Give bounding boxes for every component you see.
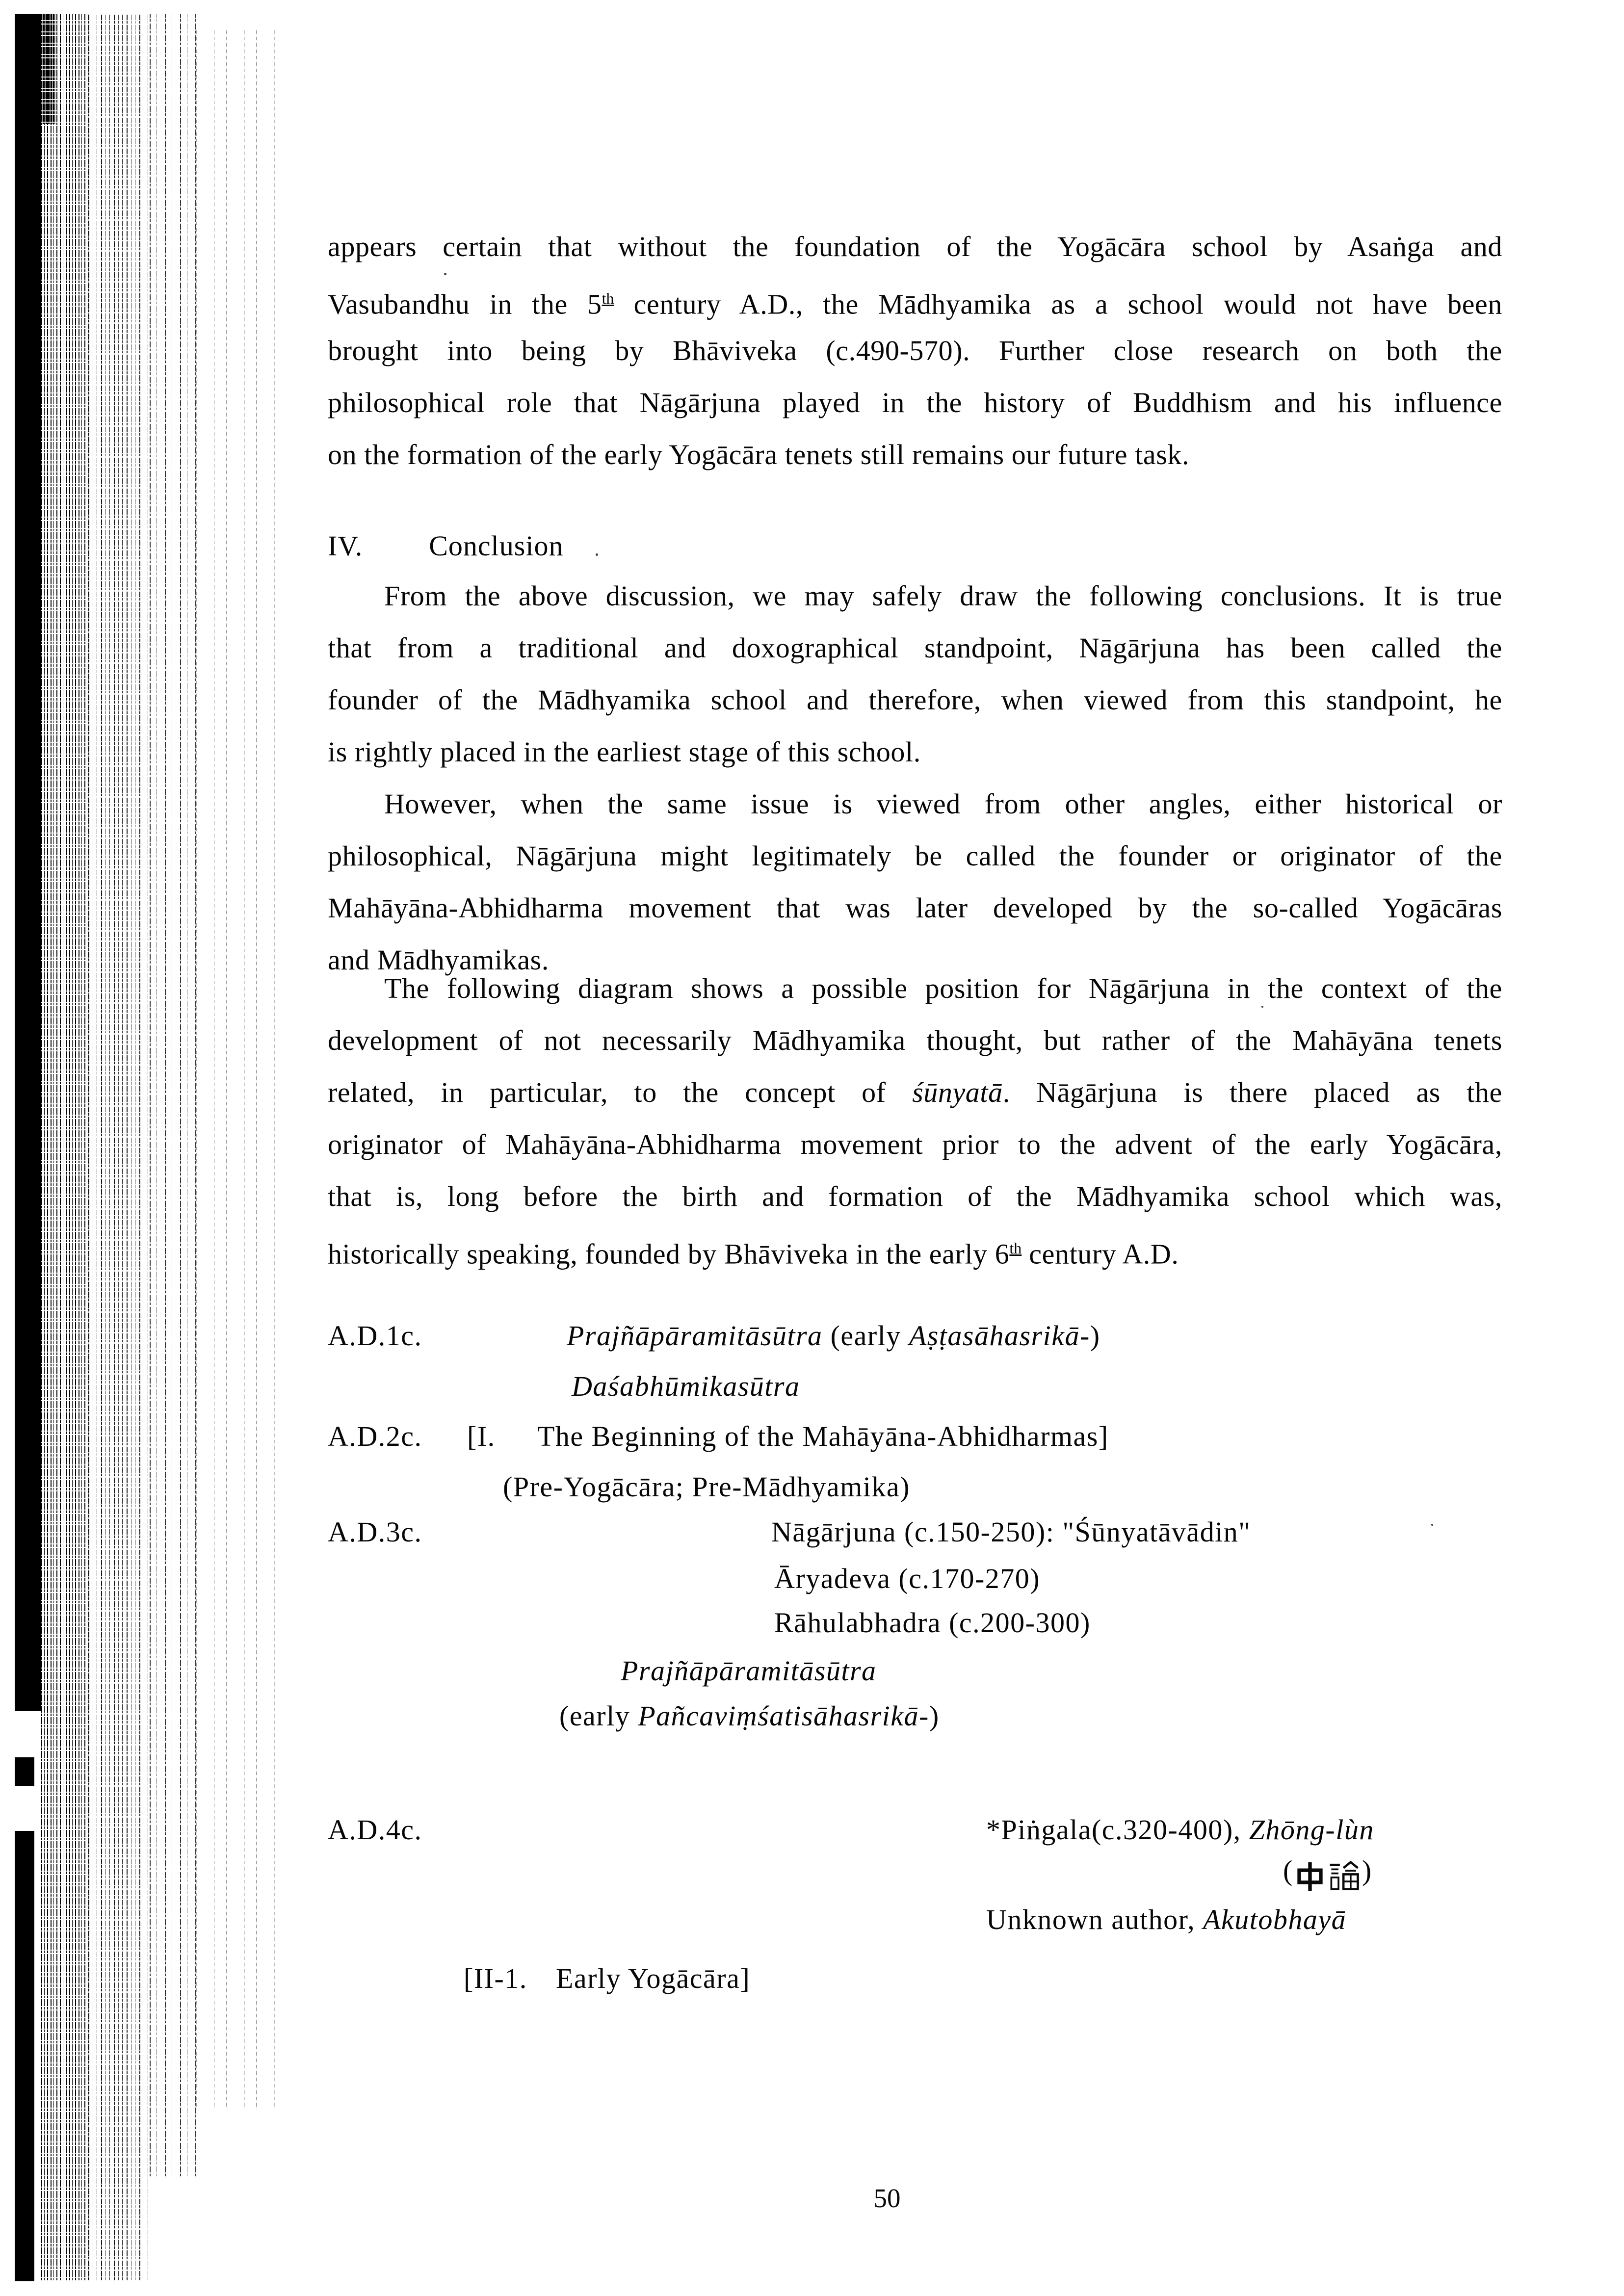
scan-speck	[596, 553, 598, 556]
paragraph-continuation	[328, 221, 1502, 481]
timeline-entry-text: *Piṅgala(c.320-400),	[986, 1814, 1249, 1846]
scan-noise-stripes-sparse	[150, 14, 196, 2178]
zhonglun-hanzi-glyphs	[1293, 1848, 1362, 1900]
page-number-text: 50	[873, 2183, 901, 2213]
paragraph-line-text: and Mādhyamikas.	[328, 944, 549, 976]
timeline-label-text: A.D.3c.	[328, 1516, 422, 1548]
sutra-subtitle-italic: Aṣṭasāhasrikā-	[909, 1320, 1090, 1352]
paragraph-line	[328, 1223, 1502, 1275]
paragraph-line-text: that is, long before the birth and formation of the Mādhyamika school which was,	[328, 1180, 1502, 1212]
paragraph-line	[328, 377, 1502, 429]
sutra-title-italic: Pañcaviṃśatisāhasrikā-	[638, 1700, 929, 1732]
paragraph-line	[328, 882, 1502, 934]
timeline-entry-prajnaparamitasutra-early	[567, 1310, 1100, 1362]
lun-hanzi-glyph	[1328, 1860, 1361, 1893]
paragraph-line-text: . Nāgārjuna is there placed as the	[1002, 1076, 1502, 1108]
timeline-entry-text: Unknown author,	[986, 1904, 1204, 1935]
paragraph-conclusion-1	[328, 570, 1502, 778]
paragraph-line-text: From the above discussion, we may safely draw the following conclusions. It is true	[384, 580, 1502, 612]
paragraph-line-text: The following diagram shows a possible position for Nāgārjuna in the context of the	[384, 972, 1502, 1004]
paragraph-conclusion-2	[328, 778, 1502, 986]
ordinal-superscript: th	[1009, 1240, 1022, 1257]
paragraph-line	[328, 830, 1502, 882]
scan-noise-stripes-dense	[41, 14, 88, 2281]
paragraph-line	[328, 429, 1502, 481]
scan-speck	[1431, 1524, 1433, 1526]
timeline-entry-text: Early Yogācāra]	[556, 1962, 751, 1994]
timeline-entry-bracket-i	[467, 1410, 496, 1462]
paragraph-line	[328, 1119, 1502, 1171]
timeline-entry-early-yogacara	[556, 1953, 750, 2005]
paragraph-line	[328, 1067, 1502, 1119]
timeline-entry-text: [II-1.	[464, 1962, 527, 1994]
timeline-label-ad1c	[328, 1310, 422, 1362]
paragraph-line	[328, 674, 1502, 726]
paragraph-line	[328, 1171, 1502, 1223]
scan-noise-stripes-medium	[88, 14, 150, 2281]
paragraph-line-text: is rightly placed in the earliest stage of this school.	[328, 736, 921, 768]
timeline-label-text: A.D.4c.	[328, 1814, 422, 1846]
timeline-entry-prajnaparamitasutra-2	[621, 1645, 877, 1697]
timeline-entry-text: The Beginning of the Mahāyāna-Abhidharmas]	[537, 1420, 1109, 1452]
timeline-entry-akutobhaya	[986, 1894, 1346, 1946]
treatise-title-italic: Zhōng-lùn	[1249, 1814, 1374, 1846]
timeline-entry-text: (Pre-Yogācāra; Pre-Mādhyamika)	[503, 1471, 910, 1503]
timeline-entry-pre-yogacara-pre-madhyamika	[503, 1461, 910, 1513]
paragraph-line-text: founder of the Mādhyamika school and therefore, when viewed from this standpoint, he	[328, 684, 1502, 716]
timeline-label-ad4c	[328, 1804, 422, 1856]
scan-black-band-bottom	[15, 1831, 34, 2281]
ordinal-superscript: th	[602, 290, 614, 307]
timeline-label-text: A.D.2c.	[328, 1420, 422, 1452]
paragraph-line	[328, 1015, 1502, 1067]
timeline-entry-pancavimsatisahasrika	[559, 1690, 940, 1742]
timeline-entry-bracket-ii1	[464, 1953, 527, 2005]
scan-black-band-middle	[15, 1757, 34, 1786]
paragraph-line-text: Vasubandhu in the 5	[328, 288, 602, 320]
timeline-entry-dasabhumikasutra	[572, 1360, 800, 1412]
timeline-entry-text: )	[1090, 1320, 1100, 1352]
timeline-label-ad3c	[328, 1506, 422, 1558]
timeline-entry-zhonglun-hanzi	[1283, 1845, 1372, 1897]
timeline-entry-text: [I.	[467, 1420, 496, 1452]
paragraph-line	[328, 273, 1502, 325]
sutra-title-italic: Daśabhūmikasūtra	[572, 1370, 800, 1402]
paragraph-line	[328, 221, 1502, 273]
paragraph-line	[328, 778, 1502, 830]
paragraph-line	[328, 963, 1502, 1015]
timeline-entry-text: (early	[559, 1700, 638, 1732]
paragraph-line-text: development of not necessarily Mādhyamika thought, but rather of the Mahāyāna tenets	[328, 1024, 1502, 1056]
section-number: IV.	[328, 530, 363, 562]
sutra-title-italic: Prajñāpāramitāsūtra	[567, 1320, 823, 1352]
timeline-entry-rahulabhadra	[774, 1597, 1091, 1649]
section-title: Conclusion	[429, 530, 564, 562]
timeline-label-text: A.D.1c.	[328, 1320, 422, 1352]
scan-noise-stripes-faint	[196, 29, 280, 2110]
paragraph-line-text: philosophical role that Nāgārjuna played in the history of Buddhism and his influence	[328, 387, 1502, 418]
zhong-hanzi-glyph	[1295, 1860, 1325, 1893]
paragraph-line-text: brought into being by Bhāviveka (c.490-570). Further close research on both the	[328, 335, 1502, 366]
timeline-entry-text: )	[1362, 1854, 1372, 1886]
paragraph-line-text: appears certain that without the foundation of the Yogācāra school by Asaṅga and	[328, 231, 1502, 262]
timeline-entry-text: Nāgārjuna (c.150-250): "Śūnyatāvādin"	[771, 1516, 1251, 1548]
paragraph-conclusion-3	[328, 963, 1502, 1275]
section-heading	[328, 520, 563, 572]
timeline-entry-beginning-mahayana-abhidharmas	[537, 1410, 1109, 1462]
timeline-entry-text: (early	[822, 1320, 909, 1352]
sutra-title-italic: Prajñāpāramitāsūtra	[621, 1655, 877, 1687]
paragraph-line	[328, 570, 1502, 622]
paragraph-line-text: that from a traditional and doxographical standpoint, Nāgārjuna has been called the	[328, 632, 1502, 664]
sanskrit-term-italic: śūnyatā	[912, 1076, 1003, 1108]
paragraph-line	[328, 325, 1502, 377]
scan-black-band-top	[15, 14, 42, 1711]
treatise-title-italic: Akutobhayā	[1203, 1904, 1347, 1935]
paragraph-line-text: Mahāyāna-Abhidharma movement that was later developed by the so-called Yogācāras	[328, 892, 1502, 924]
paragraph-line-text: on the formation of the early Yogācāra tenets still remains our future task.	[328, 439, 1190, 470]
timeline-entry-text: )	[929, 1700, 940, 1732]
paragraph-line-text: century A.D.	[1022, 1238, 1179, 1270]
timeline-entry-text: Rāhulabhadra (c.200-300)	[774, 1607, 1091, 1639]
paragraph-line-text: century A.D., the Mādhyamika as a school would not have been	[614, 288, 1502, 320]
timeline-label-ad2c	[328, 1410, 422, 1462]
paragraph-line-text: historically speaking, founded by Bhāviveka in the early 6	[328, 1238, 1010, 1270]
paragraph-line	[328, 726, 1502, 778]
paragraph-line-text: related, in particular, to the concept of	[328, 1076, 913, 1108]
page-number	[860, 2172, 914, 2224]
timeline-entry-nagarjuna	[771, 1506, 1251, 1558]
paragraph-line-text: However, when the same issue is viewed from other angles, either historical or	[384, 788, 1502, 820]
paragraph-line-text: originator of Mahāyāna-Abhidharma movement prior to the advent of the early Yogācāra,	[328, 1128, 1502, 1160]
timeline-entry-text: (	[1283, 1854, 1293, 1886]
paragraph-line-text: philosophical, Nāgārjuna might legitimately be called the founder or originator of the	[328, 840, 1502, 872]
timeline-entry-text: Āryadeva (c.170-270)	[774, 1563, 1041, 1594]
paragraph-line	[328, 622, 1502, 674]
